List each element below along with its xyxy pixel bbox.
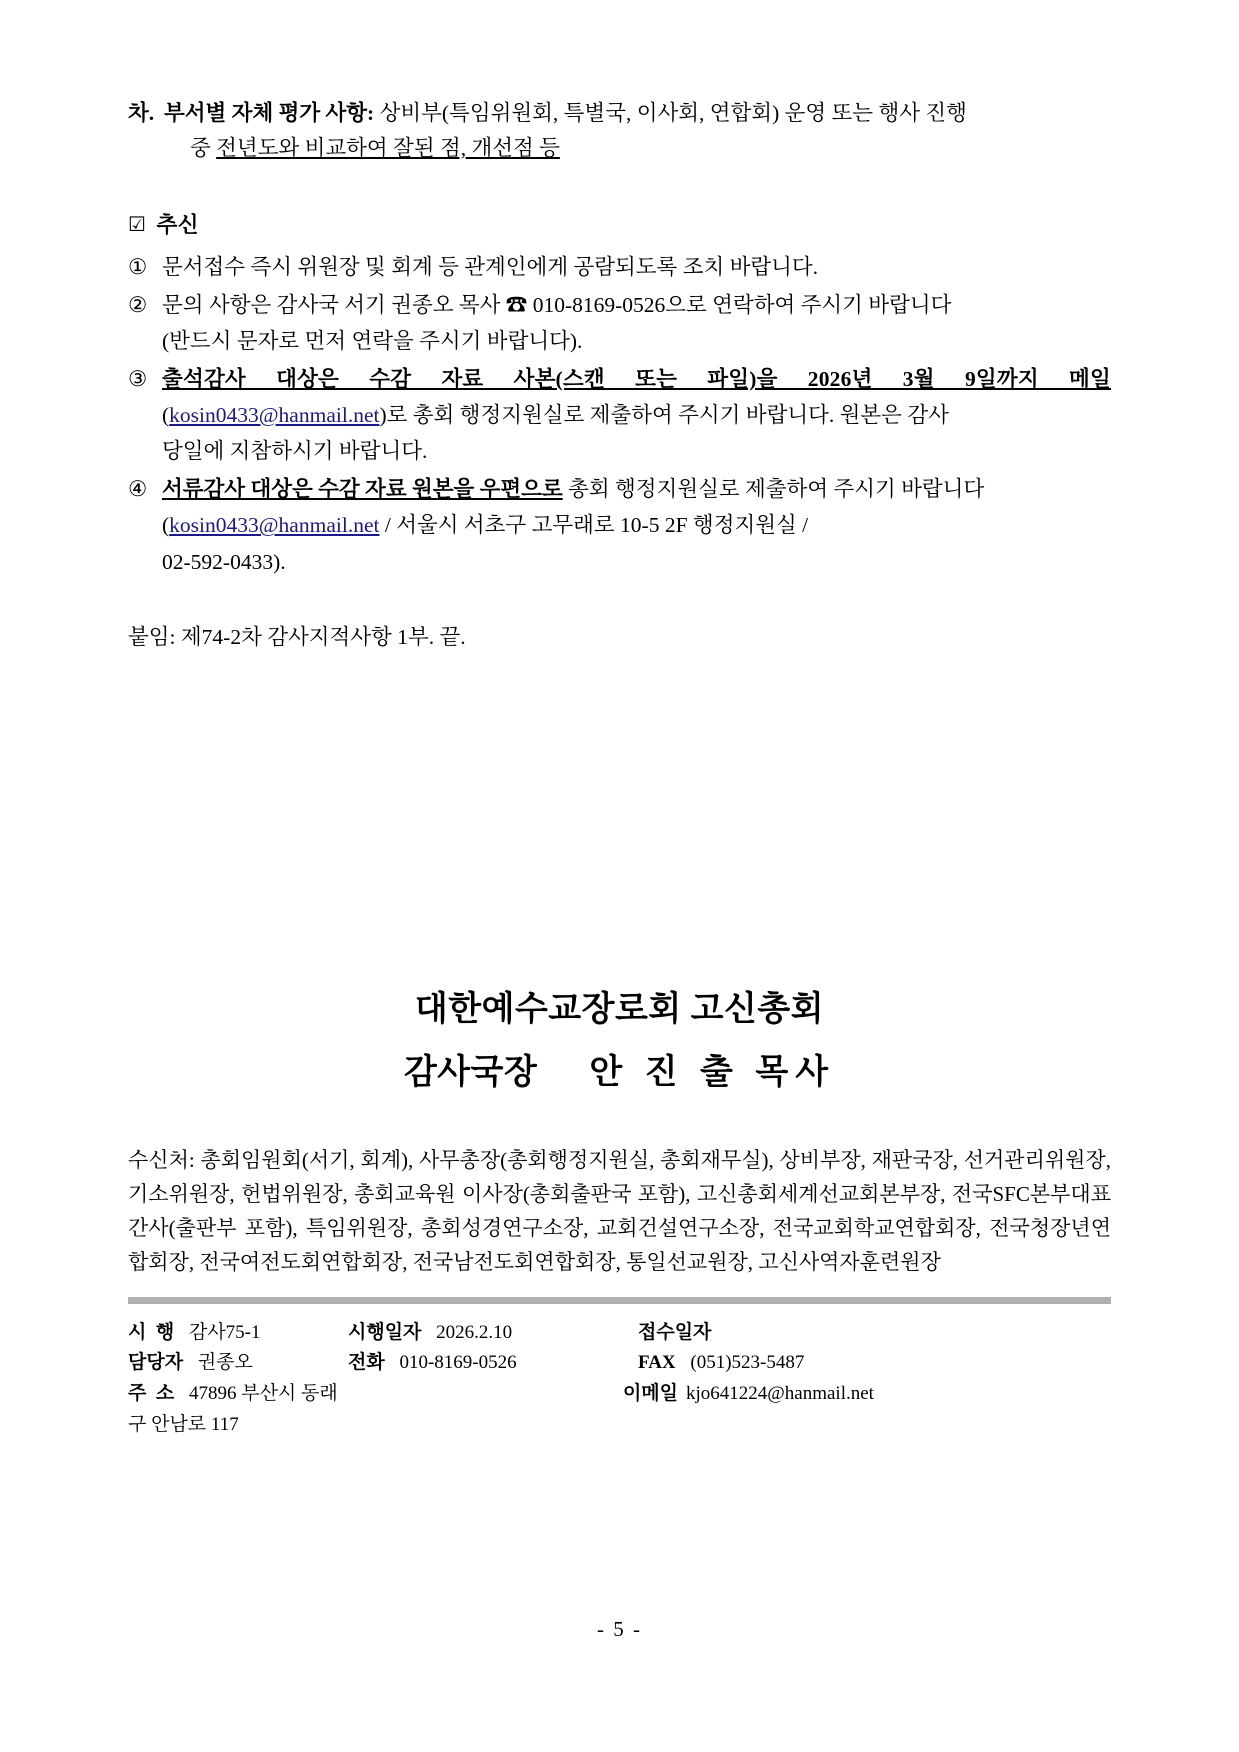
signature-block (128, 981, 1111, 1093)
list-item (128, 287, 1111, 359)
list-item-emphasis-line: 출석감사 대상은 수감 자료 사본(스캔 또는 파일)을 2026년 3월 9일까지 메일 (162, 366, 1111, 391)
footer-label-address: 주 소 (128, 1383, 175, 1405)
footer-label-contact: 담당자 (128, 1352, 184, 1374)
item-cha-line2-prefix: 중 (190, 135, 217, 160)
footer-divider (128, 1297, 1111, 1304)
recipients-block (128, 1143, 1111, 1279)
address-part: / (802, 513, 809, 538)
footer-label-phone: 전화 (348, 1352, 385, 1374)
list-item-text: 문서접수 즉시 위원장 및 회계 등 관계인에게 공람되도록 조치 바랍니다. (162, 254, 819, 279)
item-cha-label: 부서별 자체 평가 사항: (164, 101, 375, 125)
address-part: 서초구 (463, 513, 527, 538)
item-cha-text: 상비부(특임위원회, 특별국, 이사회, 연합회) 운영 또는 행사 진행 (374, 101, 967, 125)
postscript-heading-label: 추신 (156, 212, 199, 237)
list-item-text-cont2: 당일에 지참하시기 바랍니다. (162, 439, 428, 464)
address-part: 행정지원실 (692, 513, 797, 538)
footer-label-issue-date: 시행일자 (348, 1321, 422, 1343)
list-item (128, 249, 1111, 285)
address-part: / (384, 513, 391, 538)
recipients-label: 수신처: (128, 1147, 195, 1172)
telephone-icon: ☎ (505, 292, 528, 317)
list-item: ③ 출석감사 대상은 수감 자료 사본(스캔 또는 파일)을 2026년 3월 9일까지 메일 (kosin0433@hanmail.net)로 총회 행정지원실로 제출하여 주시기 바랍니다. 원본은 감사 당일에 지참하시기 바랍니다. (128, 361, 1111, 469)
footer-label-email: 이메일 (622, 1383, 678, 1405)
list-item-text-cont2: 02-592-0433). (162, 549, 286, 574)
list-item-text: 문의 사항은 감사국 서기 권종오 목사 (162, 292, 506, 317)
section-item-cha (128, 96, 1111, 166)
footer-value-address: 47896 부산시 동래구 안남로 117 (128, 1383, 338, 1435)
footer-value-email: kjo641224@hanmail.net (686, 1383, 874, 1405)
address-part: 고무래로 (531, 513, 615, 538)
list-item-text: 총회 행정지원실로 제출하여 주시기 바랍니다 (562, 477, 985, 502)
footer-row-3 (128, 1379, 1111, 1441)
footer-label-fax: FAX (638, 1352, 676, 1374)
list-item-number: ③ (128, 366, 148, 391)
page-number: - 5 - (597, 1617, 642, 1641)
list-item-number: ① (128, 254, 148, 279)
footer-label-receipt-date: 접수일자 (638, 1321, 712, 1343)
list-item-number: ④ (128, 477, 148, 502)
signer-title: 감사국장 (403, 1053, 538, 1091)
postscript-list (128, 249, 1111, 580)
footer-value-issue: 감사75-1 (188, 1321, 261, 1343)
list-item-text-cont: )로 총회 행정지원실로 제출하여 주시기 바랍니다. 원본은 감사 (379, 403, 949, 428)
signer-name: 안 진 출 목사 (589, 1053, 836, 1091)
item-marker: 차. (128, 101, 155, 125)
list-item-number: ② (128, 292, 148, 317)
footer-value-issue-date: 2026.2.10 (436, 1321, 513, 1343)
email-link-kosin0433[interactable]: kosin0433@hanmail.net (169, 403, 380, 428)
organization-name: 대한예수교장로회 고신총회 (414, 990, 825, 1028)
list-item-emphasis: 서류감사 대상은 수감 자료 원본을 우편으로 (162, 477, 563, 502)
list-item-phone-text: 010-8169-0526으로 연락하여 주시기 바랍니다 (527, 292, 952, 317)
footer-row-1 (128, 1318, 1111, 1349)
postscript-heading (128, 208, 1111, 239)
attachment-line: 붙임: 제74-2차 감사지적사항 1부. 끝. (128, 624, 466, 649)
list-item: ④ 서류감사 대상은 수감 자료 원본을 우편으로 총회 행정지원실로 제출하여 주시기 바랍니다 (kosin0433@hanmail.net / 서울시 서초구 고무래로 10-5 2F 행정지원실 / 02-592-0433). (128, 471, 1111, 579)
list-item-text-cont: (반드시 문자로 먼저 연락을 주시기 바랍니다). (162, 328, 583, 353)
footer-value-fax: (051)523-5487 (690, 1352, 805, 1374)
address-part: 서울시 (396, 513, 459, 538)
footer-value-contact: 권종오 (197, 1352, 253, 1374)
footer-meta (128, 1318, 1111, 1441)
footer-value-phone: 010-8169-0526 (399, 1352, 517, 1374)
recipients-text: 총회임원회(서기, 회계), 사무총장(총회행정지원실, 총회재무실), 상비부장, 재판국장, 선거관리위원장, 기소위원장, 헌법위원장, 총회교육원 이사장(총회출판국 포함), 고신총회세계선교회본부장, 전국SFC본부대표간사(출판부 포함), 특임위원장, 총회성경연구소장, 교회건설연구소장, 전국교회학교연합회장, 전국청장년연합회장, 전국여전도회연합회장, 전국남전도회연합회장, 통일선교원장, 고신사역자훈련원장 (128, 1147, 1111, 1274)
email-link-kosin0433-2[interactable]: kosin0433@hanmail.net (169, 513, 380, 538)
address-part: 10-5 (620, 513, 660, 538)
address-part: 2F (664, 513, 688, 538)
item-body (164, 96, 1111, 166)
signer-line (128, 1044, 1111, 1093)
item-cha-line2-underlined: 전년도와 비교하여 잘된 점, 개선점 등 (216, 135, 560, 160)
footer-row-2 (128, 1348, 1111, 1379)
footer-label-issue: 시 행 (128, 1321, 175, 1343)
checkbox-checked-icon: ☑ (128, 213, 147, 236)
